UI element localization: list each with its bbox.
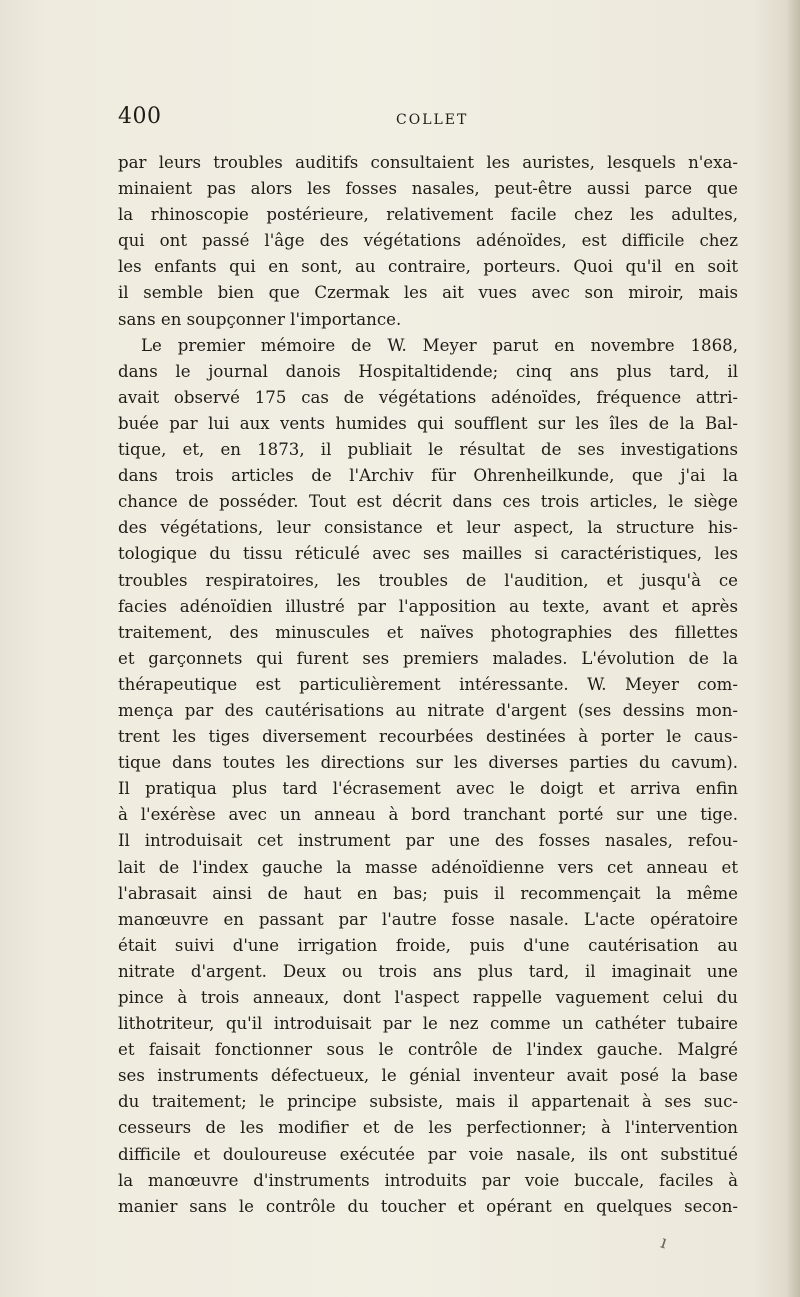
text-line: la manœuvre d'instruments introduits par voie buccale, faciles à [118,1170,738,1190]
text-line: Il pratiqua plus tard l'écrasement avec le doigt et arriva enfin [118,779,738,799]
text-line: la rhinoscopie postérieure, relativement facile chez les adultes, [118,205,738,225]
text-line: avait observé 175 cas de végétations adénoïdes, fréquence attri- [118,387,738,407]
text-line: et garçonnets qui furent ses premiers malades. L'évolution de la [118,648,738,668]
text-line: par leurs troubles auditifs consultaient les auristes, lesquels n'exa- [118,153,738,172]
text-line: sans en soupçonner l'importance. [118,309,402,329]
text-line: les enfants qui en sont, au contraire, porteurs. Quoi qu'il en soit [118,257,738,277]
text-line: minaient pas alors les fosses nasales, peut-être aussi parce que [118,179,738,199]
text-line: tologique du tissu réticulé avec ses mailles si caractéristiques, les [118,544,738,564]
text-line: dans le journal danois Hospitaltidende; cinq ans plus tard, il [118,361,738,381]
text-line: il semble bien que Czermak les ait vues avec son miroir, mais [118,283,738,303]
text-line: chance de posséder. Tout est décrit dans ces trois articles, le siège [118,492,738,512]
text-line: tique, et, en 1873, il publiait le résultat de ses investigations [118,440,738,460]
text-line: mença par des cautérisations au nitrate d'argent (ses dessins mon- [118,700,738,720]
text-line: cesseurs de les modifier et de les perfectionner; à l'intervention [118,1118,738,1138]
text-line: traitement, des minuscules et naïves photographies des fillettes [118,622,738,642]
text-line: était suivi d'une irrigation froide, puis d'une cautérisation au [118,935,738,955]
text-line: lait de l'index gauche la masse adénoïdienne vers cet anneau et [118,857,738,877]
body-text [118,150,738,1220]
page-edge-shadow [786,0,800,1297]
text-line: nitrate d'argent. Deux ou trois ans plus tard, il imaginait une [118,961,738,981]
text-line: des végétations, leur consistance et leur aspect, la structure his- [118,518,738,538]
text-line: manier sans le contrôle du toucher et opérant en quelques secon- [118,1196,738,1216]
text-line: dans trois articles de l'Archiv für Ohrenheilkunde, que j'ai la [118,466,738,486]
text-line: du traitement; le principe subsiste, mais il appartenait à ses suc- [118,1092,738,1112]
text-line: qui ont passé l'âge des végétations adénoïdes, est difficile chez [118,231,738,251]
running-head: COLLET [396,112,469,128]
text-line: buée par lui aux vents humides qui soufflent sur les îles de la Bal- [118,413,738,433]
text-line: troubles respiratoires, les troubles de l'audition, et jusqu'à ce [118,570,738,590]
text-line: trent les tiges diversement recourbées destinées à porter le caus- [118,727,738,747]
text-line: manœuvre en passant par l'autre fosse nasale. L'acte opératoire [118,909,738,929]
text-line: à l'exérèse avec un anneau à bord tranchant porté sur une tige. [118,805,738,825]
text-line: difficile et douloureuse exécutée par voie nasale, ils ont substitué [118,1144,738,1164]
text-line: pince à trois anneaux, dont l'aspect rappelle vaguement celui du [118,988,738,1007]
page-number: 400 [118,104,162,129]
text-line: tique dans toutes les directions sur les diverses parties du cavum). [118,753,738,773]
text-line: ses instruments défectueux, le génial inventeur avait posé la base [118,1066,738,1086]
text-line: thérapeutique est particulièrement intéressante. W. Meyer com- [118,674,738,694]
text-line: lithotriteur, qu'il introduisait par le nez comme un cathéter tubaire [118,1014,738,1034]
ink-blemish: ı [657,1231,670,1254]
text-line: Il introduisait cet instrument par une des fosses nasales, refou- [118,831,738,851]
text-line: Le premier mémoire de W. Meyer parut en novembre 1868, [141,335,738,355]
text-line: et faisait fonctionner sous le contrôle de l'index gauche. Malgré [118,1040,738,1060]
page-header [118,104,738,134]
text-line: facies adénoïdien illustré par l'apposition au texte, avant et après [118,596,738,616]
text-line: l'abrasait ainsi de haut en bas; puis il recommençait la même [118,883,738,903]
